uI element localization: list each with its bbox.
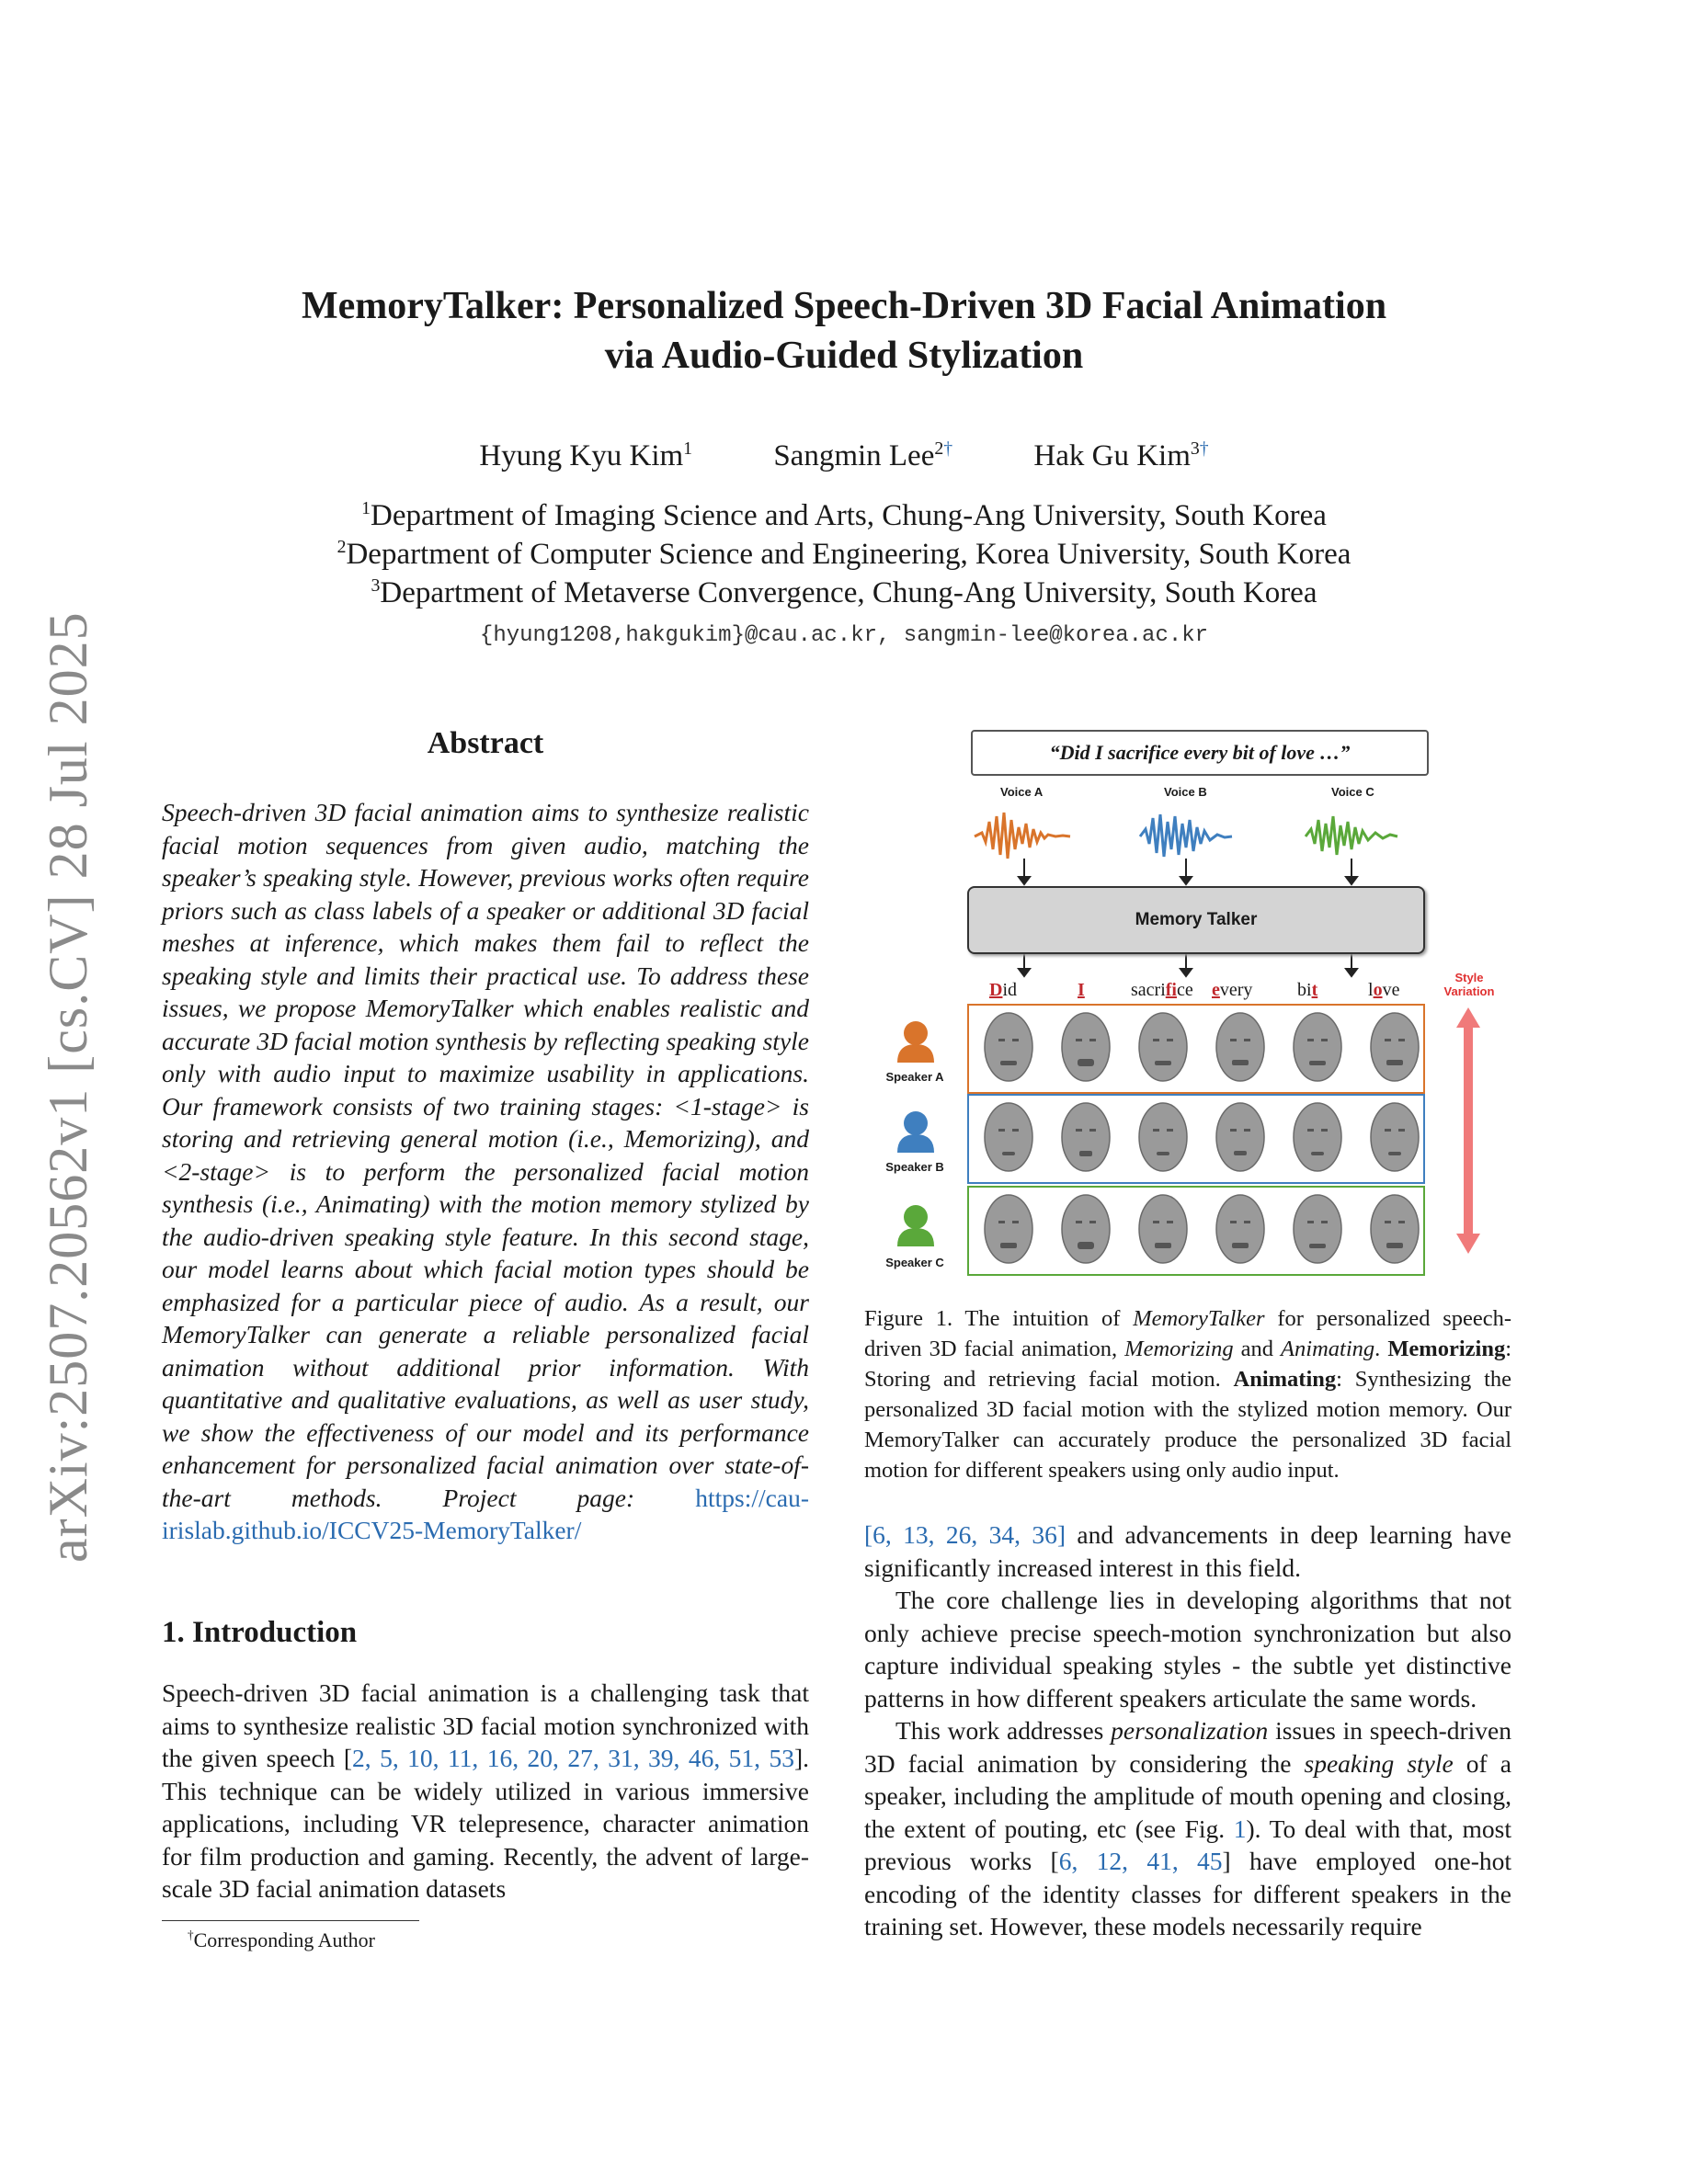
word-hl: fi — [1165, 980, 1177, 1000]
caption-text: for personalized speech-driven 3D facial animation, — [864, 1306, 1512, 1361]
word-3 — [1131, 980, 1193, 1001]
voice-c-waveform — [1306, 816, 1397, 855]
word-5 — [1297, 980, 1317, 1001]
speaker-b-row — [967, 1094, 1425, 1184]
speaker-c-icon — [897, 1205, 934, 1246]
title-line-2: via Audio-Guided Stylization — [604, 335, 1084, 377]
voice-c-label: Voice C — [1331, 785, 1374, 799]
footnote-rule — [162, 1920, 419, 1921]
author-name: Hyung Kyu Kim — [479, 439, 684, 472]
speaker-a-icon — [897, 1021, 934, 1063]
author-affil-mark: 3 — [1190, 438, 1200, 459]
voice-b-waveform — [1140, 814, 1232, 857]
body-text: ). To deal with that, most previous works [ — [864, 1814, 1511, 1875]
speaker-c-label: Speaker C — [885, 1256, 944, 1269]
author-affil-mark: 1 — [683, 438, 693, 459]
right-column-body — [864, 1519, 1511, 1943]
corresponding-mark: † — [1199, 438, 1209, 459]
style-label-line: Style — [1454, 971, 1484, 984]
author-1 — [479, 439, 692, 472]
figure-quote-box: “Did I sacrifice every bit of love …” — [971, 730, 1429, 776]
caption-text: : Storing and retrieving facial motion. — [864, 1337, 1512, 1392]
caption-text: : Synthesizing the personalized 3D facial motion with the stylized motion memory. Our MemoryTalker can accurately produce the personalized 3D facial motion for different speakers using only audio input. — [864, 1367, 1511, 1483]
figure-1 — [864, 721, 1526, 1291]
affiliations — [0, 496, 1688, 612]
citation-links[interactable]: 2, 5, 10, 11, 16, 20, 27, 31, 39, 46, 51, 53 — [352, 1744, 794, 1772]
corresponding-mark: † — [943, 438, 953, 459]
style-label-line: Variation — [1443, 984, 1495, 998]
footnote-mark: † — [188, 1928, 194, 1942]
arrows-out-of-model — [1019, 954, 1357, 976]
intro-paragraph — [162, 1677, 809, 1905]
paragraph — [864, 1519, 1511, 1584]
word-hl: I — [1078, 980, 1085, 1000]
abstract-text: Speech-driven 3D facial animation aims to synthesize realistic facial motion sequences from given audio, matching the speaker’s speaking style. However, previous works often require priors such as class labels of a speaker or additional 3D facial meshes at inference, which makes them fail to reflect the speaking style and limits their practical use. To address these issues, we propose MemoryTalker which enables realistic and accurate 3D facial motion synthesis by reflecting speaking style only with audio input to maximize usability in applications. Our framework consists of two training stages: <1-stage> is storing and retrieving general motion (i.e., Memorizing), and <2-stage> is to perform the personalized facial motion synthesis (i.e., Animating) with the motion memory stylized by the audio-driven speaking style feature. In this second stage, our model learns about which facial motion types should be emphasized for a particular piece of audio. As a result, our MemoryTalker can generate a reliable personalized facial animation without additional prior information. With quantitative and qualitative evaluations, as well as user study, we show the effectiveness of our model and its performance enhancement for personalized facial animation over state-of-the-art methods. Project page: — [162, 798, 809, 1512]
word-rest: ve — [1382, 980, 1400, 1000]
caption-term: Memorizing — [1124, 1337, 1234, 1361]
word-rest: bi — [1297, 980, 1312, 1000]
citation-links[interactable]: [6, 13, 26, 34, 36] — [864, 1520, 1066, 1549]
affiliation-2 — [0, 535, 1688, 574]
author-affil-mark: 2 — [934, 438, 944, 459]
affil-mark: 2 — [336, 537, 347, 557]
voice-a-label: Voice A — [1000, 785, 1044, 799]
citation-links[interactable]: 6, 12, 41, 45 — [1058, 1847, 1223, 1875]
memory-talker-box: Memory Talker — [967, 886, 1425, 954]
word-hl: o — [1373, 980, 1383, 1000]
affiliation-1 — [0, 496, 1688, 535]
body-text: issues in speech-driven 3D facial animation by considering the — [864, 1716, 1511, 1778]
section-heading-introduction: 1. Introduction — [162, 1616, 358, 1649]
word-hl: D — [989, 980, 1003, 1000]
affil-mark: 1 — [361, 498, 371, 518]
intro-text: Speech-driven 3D facial animation is a challenging task that aims to synthesize realistic 3D facial motion synchronized with the given speech [ — [162, 1678, 809, 1772]
paragraph: The core challenge lies in developing algorithms that not only achieve precise speech-motion synchronization but also capture individual speaking styles - the subtle yet distinctive patterns in how different speakers articulate the same words. — [864, 1586, 1511, 1712]
voice-a-waveform — [975, 813, 1070, 859]
emphasis: speaking style — [1304, 1748, 1454, 1778]
author-emails: {hyung1208,hakgukim}@cau.ac.kr, sangmin-lee@korea.ac.kr — [479, 623, 1209, 648]
caption-text: and — [1233, 1337, 1282, 1361]
figure-caption — [864, 1303, 1511, 1485]
author-name: Sangmin Lee — [773, 439, 935, 472]
author-list — [0, 439, 1688, 473]
body-text: ] have employed one-hot encoding of the identity classes for different speakers in the training set. However, these models necessarily require — [864, 1847, 1512, 1940]
body-text: of a speaker, including the amplitude of mouth opening and closing, the extent of pouting, etc (see Fig. — [864, 1748, 1511, 1843]
figure-ref-link[interactable]: 1 — [1233, 1814, 1247, 1843]
affil-text: Department of Metaverse Convergence, Chung-Ang University, South Korea — [380, 576, 1317, 609]
affil-text: Department of Imaging Science and Arts, Chung-Ang University, South Korea — [371, 499, 1327, 532]
affil-text: Department of Computer Science and Engineering, Korea University, South Korea — [346, 538, 1352, 571]
intro-text: ]. This technique can be widely utilized in various immersive applications, including VR telepresence, character animation for film production and gaming. Recently, the advent of large-scale 3D facial animation datasets — [162, 1744, 810, 1903]
style-variation-label — [1432, 971, 1506, 998]
word-rest: very — [1219, 980, 1253, 1000]
caption-term-bold: Animating — [1233, 1367, 1337, 1392]
caption-term: Animating — [1281, 1337, 1375, 1361]
paper-title — [0, 281, 1688, 381]
word-rest: l — [1368, 980, 1374, 1000]
word-hl: t — [1311, 980, 1318, 1000]
voice-b-label: Voice B — [1164, 785, 1207, 799]
caption-model-name: MemoryTalker — [1133, 1306, 1265, 1331]
paragraph — [864, 1714, 1511, 1943]
word-hl: e — [1212, 980, 1220, 1000]
word-2 — [1078, 980, 1085, 1001]
author-2 — [773, 439, 952, 472]
arrows-into-model — [1019, 859, 1357, 884]
speaker-b-icon — [897, 1111, 934, 1153]
speaker-c-row — [967, 1186, 1425, 1276]
style-variation-arrow — [1456, 1007, 1480, 1254]
word-6 — [1368, 980, 1399, 1001]
word-1 — [989, 980, 1017, 1001]
word-rest: id — [1002, 980, 1018, 1000]
word-rest: ce — [1176, 980, 1193, 1000]
caption-text: . — [1374, 1337, 1388, 1361]
author-name: Hak Gu Kim — [1033, 439, 1191, 472]
affil-mark: 3 — [371, 575, 381, 596]
caption-term-bold: Memorizing — [1387, 1337, 1506, 1361]
project-page-link[interactable]: https://cau-irislab.github.io/ICCV25-MemoryTalker/ — [162, 1483, 809, 1544]
emphasis: personalization — [1111, 1716, 1269, 1745]
word-4 — [1212, 980, 1252, 1001]
arxiv-stamp: arXiv:2507.20562v1 [cs.CV] 28 Jul 2025 — [38, 611, 98, 1563]
author-3 — [1033, 439, 1208, 472]
abstract-heading: Abstract — [427, 726, 544, 760]
speaker-a-label: Speaker A — [885, 1070, 944, 1084]
body-text: and advancements in deep learning have significantly increased interest in this field. — [864, 1520, 1511, 1582]
word-rest: sacri — [1131, 980, 1166, 1000]
title-line-1: MemoryTalker: Personalized Speech-Driven 3D Facial Animation — [301, 285, 1387, 327]
body-text: This work addresses — [895, 1716, 1112, 1745]
footnote-text: Corresponding Author — [193, 1928, 375, 1951]
affiliation-3 — [0, 574, 1688, 612]
abstract-body — [162, 796, 809, 1547]
speaker-a-row — [967, 1004, 1425, 1094]
speaker-b-label: Speaker B — [885, 1160, 944, 1174]
footnote — [188, 1928, 375, 1952]
caption-text: Figure 1. The intuition of — [864, 1306, 1134, 1331]
